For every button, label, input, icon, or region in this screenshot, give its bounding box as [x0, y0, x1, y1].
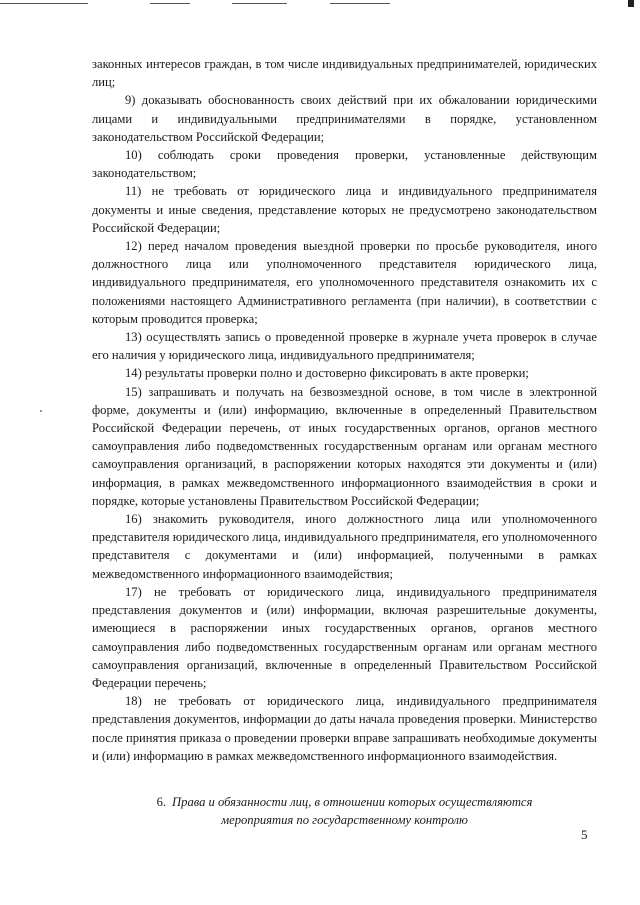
- paragraph: 13) осуществлять запись о проведенной проверке в журнале учета проверок в случае его наличия у юридического лица, индивидуального предпринимателя;: [92, 330, 597, 363]
- section-heading-line-1: [92, 793, 597, 811]
- section-heading: [92, 793, 597, 829]
- paragraph: 14) результаты проверки полно и достоверно фиксировать в акте проверки;: [125, 366, 529, 381]
- paragraph: 9) доказывать обоснованность своих действий при их обжаловании юридическими лицами и индивидуальными предпринимателями в порядке, установленном законодательством Российской Федерации;: [92, 93, 597, 144]
- paragraph: 11) не требовать от юридического лица и индивидуального предпринимателя документы и иные сведения, представление которых не предусмотрено законодательством Российской Федерации;: [92, 184, 597, 235]
- section-title-line-2: мероприятия по государственному контролю: [221, 812, 468, 827]
- paragraph: 10) соблюдать сроки проведения проверки, установленные действующим законодательством;: [92, 148, 597, 181]
- scan-edge-line: [232, 3, 287, 4]
- scan-speck: [40, 410, 42, 412]
- paragraph: 18) не требовать от юридического лица, индивидуального предпринимателя представления документов, информации до даты начала проведения проверки. Министерство после принятия приказа о проведении проверки вправе запрашивать необходимые документы и (или) информацию в рамках межведомственного информационного взаимодействия.: [92, 694, 597, 763]
- paragraph: 15) запрашивать и получать на безвозмездной основе, в том числе в электронной форме, документы и (или) информацию, включенные в определенный Правительством Российской Федерации перечень, от иных государственных органов, органов местного самоуправления либо подведомственных государственным органам или органам местного самоуправления организаций, в распоряжении которых находятся эти документы и (или) информация, в рамках межведомственного информационного взаимодействия в сроки и порядке, которые установлены Правительством Российской Федерации;: [92, 384, 597, 508]
- scan-corner-mark: [628, 0, 634, 7]
- section-number: 6.: [156, 794, 167, 809]
- paragraph: 16) знакомить руководителя, иного должностного лица или уполномоченного представителя юридического лица, индивидуального предпринимателя, его уполномоченного представителя с документами и (или) информацией, полученными в рамках межведомственного информационного взаимодействия;: [92, 512, 597, 581]
- scan-edge-line: [330, 3, 390, 4]
- paragraph: 12) перед началом проведения выездной проверки по просьбе руководителя, иного должностного лица или уполномоченного представителя юридического лица, индивидуального предпринимателя, его уполномоченного представителя ознакомить их с положениями настоящего Административного регламента (при наличии), в соответствии с которым проводится проверка;: [92, 239, 597, 326]
- scan-edge-line: [0, 3, 88, 4]
- paragraph: законных интересов граждан, в том числе индивидуальных предпринимателей, юридических лиц;: [92, 57, 597, 90]
- document-body: [92, 55, 597, 829]
- scan-edge-line: [150, 3, 190, 4]
- section-title-line-1: Права и обязанности лиц, в отношении которых осуществляются: [172, 794, 533, 809]
- page-number: 5: [581, 827, 588, 842]
- paragraph: 17) не требовать от юридического лица, индивидуального предпринимателя представления документов и (или) информации, включая разрешительные документы, имеющиеся в распоряжении иных государственных органов, органов местного самоуправления либо подведомственных государственным органам или органам местного самоуправления организаций, включенные в определенный Правительством Российской Федерации перечень;: [92, 584, 597, 690]
- scan-top-edge: [0, 0, 640, 8]
